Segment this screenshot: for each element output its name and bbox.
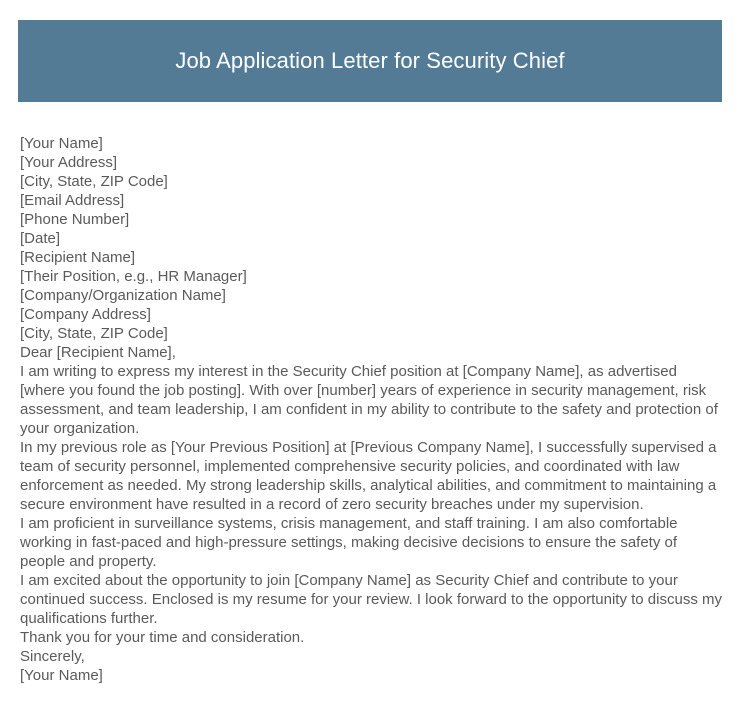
document-header-banner [18,20,722,102]
sender-line-city: [City, State, ZIP Code] [20,173,168,190]
recipient-line-position: [Their Position, e.g., HR Manager] [20,268,247,285]
salutation: Dear [Recipient Name], [20,344,176,361]
recipient-line-city: [City, State, ZIP Code] [20,325,168,342]
recipient-line-address: [Company Address] [20,306,151,323]
body-paragraph-2: In my previous role as [Your Previous Position] at [Previous Company Name], I successfully supervised a team of security personnel, implemented comprehensive security policies, and coordinated with law enforcement as needed. My strong leadership skills, analytical abilities, and commitment to maintaining a secure environment have resulted in a record of zero security breaches under my supervision. [20,439,717,513]
recipient-line-company: [Company/Organization Name] [20,287,226,304]
body-paragraph-5: Thank you for your time and consideration. [20,629,305,646]
body-paragraph-1: I am writing to express my interest in the Security Chief position at [Company Name], as advertised [where you found the job posting]. With over [number] years of experience in security management, risk assessment, and team leadership, I am confident in my ability to contribute to the safety and protection of your organization. [20,363,718,437]
sender-address-block [20,134,722,248]
recipient-line-name: [Recipient Name] [20,249,136,266]
sender-line-name: [Your Name] [20,135,103,152]
body-paragraph-4: I am excited about the opportunity to join [Company Name] as Security Chief and contribute to your continued success. Enclosed is my resume for your review. I look forward to the opportunity to discuss my qualifications further. [20,572,722,627]
sender-line-date: [Date] [20,230,61,247]
signature-line: [Your Name] [20,667,103,684]
sender-line-email: [Email Address] [20,192,125,209]
recipient-address-block [20,248,722,343]
body-paragraph-3: I am proficient in surveillance systems, crisis management, and staff training. I am also comfortable working in fast-paced and high-pressure settings, making decisive decisions to ensure the safety of people and property. [20,515,678,570]
letter-body [20,134,722,685]
closing-line: Sincerely, [20,648,85,665]
sender-line-phone: [Phone Number] [20,211,130,228]
sender-line-address: [Your Address] [20,154,118,171]
document-title: Job Application Letter for Security Chief [175,48,565,73]
